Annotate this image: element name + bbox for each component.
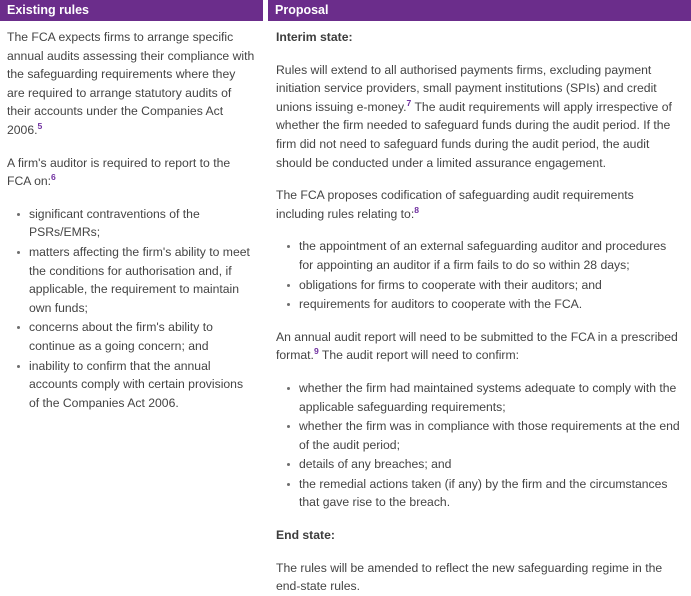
list-item: significant contraventions of the PSRs/EMRs;	[29, 205, 255, 242]
proposal-column	[268, 0, 691, 596]
existing-rules-body	[0, 21, 263, 412]
interim-state-heading: Interim state:	[276, 30, 353, 44]
proposal-paragraph-4: The rules will be amended to reflect the new safeguarding regime in the end-state rules.	[276, 560, 663, 594]
footnote-ref-5[interactable]: 5	[37, 120, 43, 131]
existing-rules-bullet-list	[7, 205, 255, 413]
list-item: the appointment of an external safeguarding auditor and procedures for appointing an auditor if a firm fails to do so within 28 days;	[299, 237, 681, 274]
list-item: details of any breaches; and	[299, 455, 681, 474]
proposal-header: Proposal	[268, 0, 691, 21]
footnote-ref-6[interactable]: 6	[51, 172, 56, 183]
footnote-ref-7[interactable]: 7	[406, 97, 412, 108]
proposal-paragraph-2	[276, 186, 681, 223]
proposal-paragraph-1-before: Rules will extend to all authorised payments firms, excluding payment initiation service providers, small payment institutions (SPIs) and credit unions issuing e-money.	[276, 62, 657, 114]
proposal-bullet-list-1	[276, 237, 681, 313]
list-item: concerns about the firm's ability to continue as a going concern; and	[29, 318, 255, 355]
end-state-heading: End state:	[276, 528, 335, 543]
proposal-bullet-list-2	[276, 379, 681, 512]
list-item: matters affecting the firm's ability to meet the conditions for authorisation and, if applicable, the requirement to maintain own funds;	[29, 243, 255, 317]
proposal-paragraph-3-before: An annual audit report will need to be submitted to the FCA in a prescribed format.	[276, 329, 678, 363]
proposal-paragraph-2-text: The FCA proposes codification of safeguarding audit requirements including rules relating to:	[276, 188, 634, 221]
existing-paragraph-2-text: A firm's auditor is required to report to the FCA on:	[7, 155, 231, 189]
proposal-body	[268, 21, 691, 596]
list-item: whether the firm was in compliance with those requirements at the end of the audit period;	[299, 417, 681, 454]
existing-rules-header: Existing rules	[0, 0, 263, 21]
list-item: requirements for auditors to cooperate with the FCA.	[299, 295, 681, 314]
proposal-paragraph-1-after: The audit requirements will apply irrespective of whether the firm needed to safeguard funds during the audit period. If the firm did not need to safeguard funds during the audit period, the audit should be conducted under a limited assurance engagement.	[276, 99, 672, 170]
footnote-ref-8[interactable]: 8	[414, 204, 419, 215]
list-item: inability to confirm that the annual accounts comply with certain provisions of the Companies Act 2006.	[29, 357, 255, 413]
existing-paragraph-1	[7, 28, 255, 140]
existing-rules-column	[0, 0, 263, 426]
existing-paragraph-1-text: The FCA expects firms to arrange specific annual audits assessing their compliance with the safeguarding requirements where they are required to arrange statutory audits of their accounts under the Companies Act 2006.	[7, 30, 255, 137]
existing-paragraph-2	[7, 154, 255, 191]
footnote-ref-9[interactable]: 9	[313, 346, 319, 357]
proposal-paragraph-3-after: The audit report will need to confirm:	[318, 348, 520, 363]
list-item: obligations for firms to cooperate with their auditors; and	[299, 276, 681, 295]
proposal-paragraph-3	[276, 328, 681, 365]
list-item: whether the firm had maintained systems adequate to comply with the applicable safeguarding requirements;	[299, 379, 681, 416]
proposal-paragraph-1	[276, 61, 681, 173]
list-item: the remedial actions taken (if any) by the firm and the circumstances that gave rise to the breach.	[299, 475, 681, 512]
